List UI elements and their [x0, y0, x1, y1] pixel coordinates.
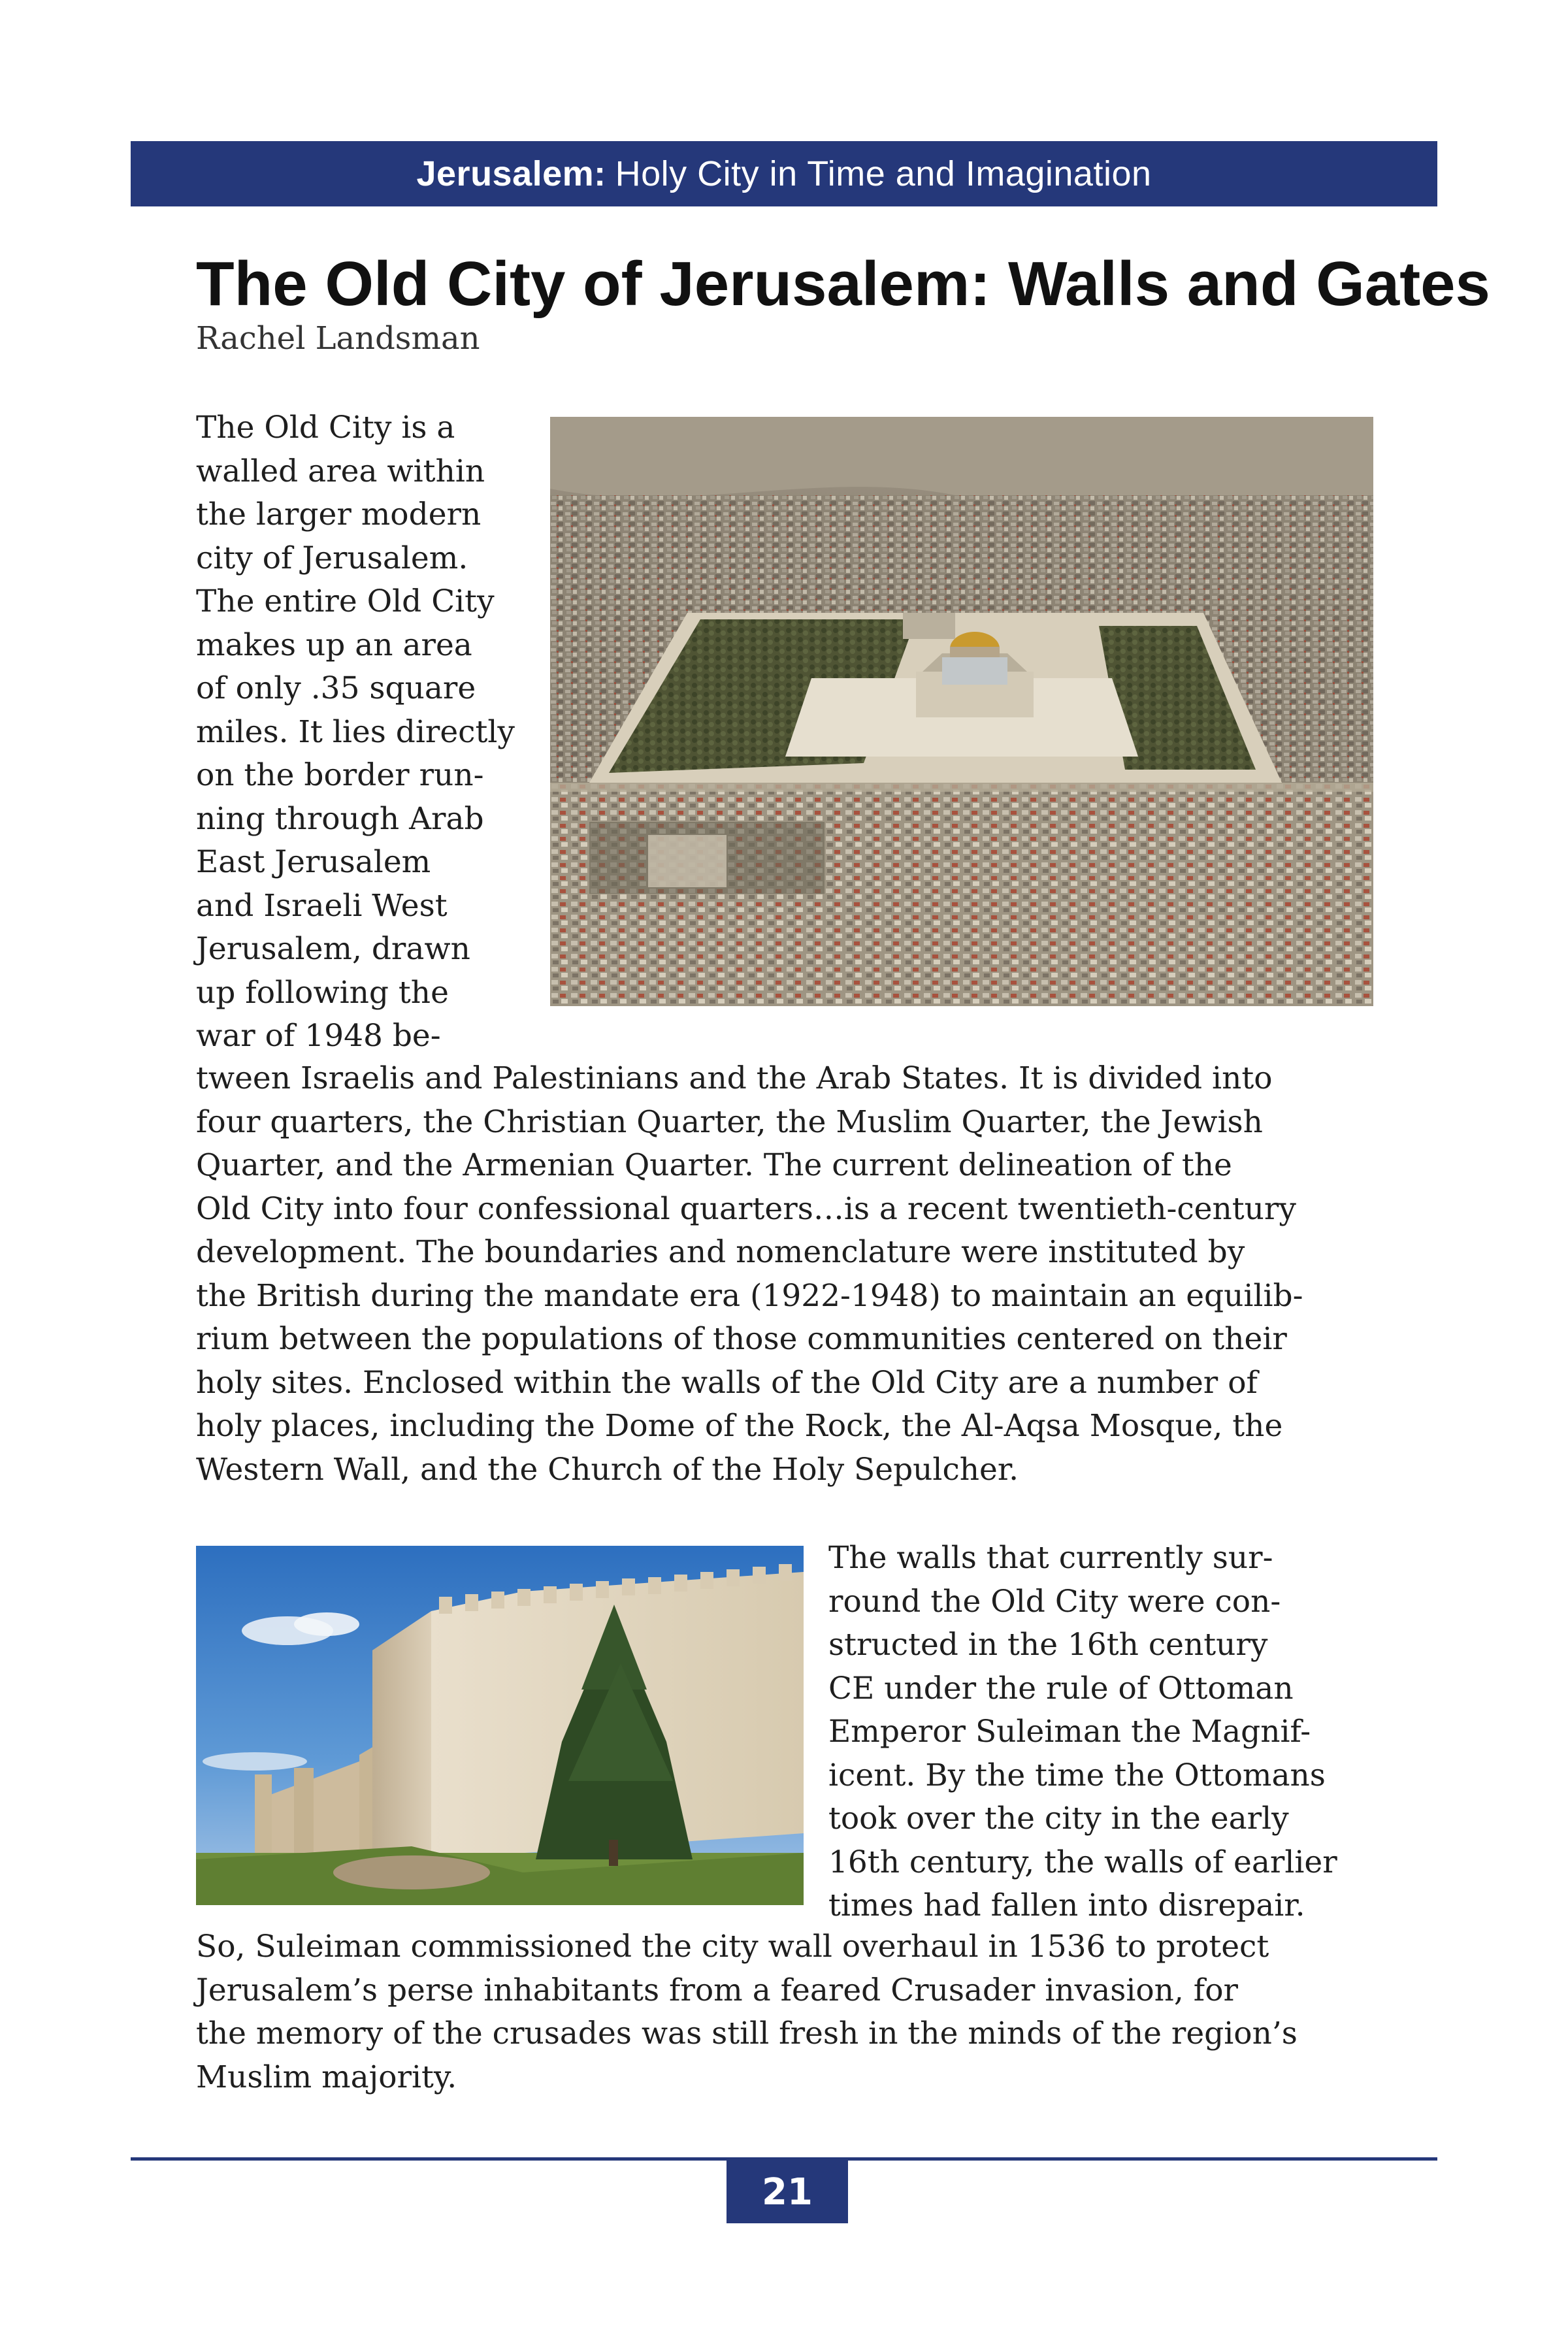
aerial-photo-temple-mount	[550, 417, 1373, 1006]
paragraph-1-full: tween Israelis and Palestinians and the Arab States. It is divided into four quarters, the Christian Quarter, the Muslim Quarter, the Jewish Quarter, and the Armenian Quarter. The current delineation of the Old City into four confessional quarters…is a recent twentieth-century development. The boundaries and nomenclature were instituted by the British during the mandate era (1922-1948) to maintain an equilib- rium between the populations of those communities centered on their holy sites. Enclosed within the walls of the Old City are a number of holy places, including the Dome of the Rock, the Al-Aqsa Mosque, the Western Wall, and the Church of the Holy Sepulcher.	[196, 1060, 1303, 1488]
series-title-rest: Holy City in Time and Imagination	[615, 154, 1152, 193]
paragraph-1-wrap: The Old City is a walled area within the larger modern city of Jerusalem. The entire Old City makes up an area of only .35 square miles. It lies directly on the border run- ning through Arab East Jerusalem and Israeli West Jerusalem, drawn up following the war of 1948 be-	[196, 410, 515, 1054]
city-walls-photo	[196, 1546, 804, 1905]
series-title-bold: Jerusalem:	[416, 154, 606, 193]
article-author: Rachel Landsman	[196, 320, 480, 357]
paragraph-2-wrap: The walls that currently sur- round the Old City were con- structed in the 16th century CE under the rule of Ottoman Emperor Suleiman the Magnif- icent. By the time the Ottomans took over the city in the early 16th century, the walls of earlier times had fallen into disrepair.	[828, 1540, 1337, 1923]
running-header	[131, 141, 1437, 206]
article-title: The Old City of Jerusalem: Walls and Gates	[196, 249, 1490, 319]
paragraph-2-full: So, Suleiman commissioned the city wall overhaul in 1536 to protect Jerusalem’s perse inhabitants from a feared Crusader invasion, for the memory of the crusades was still fresh in the minds of the region’s Muslim majority.	[196, 1929, 1298, 2095]
page-number: 21	[727, 2161, 848, 2223]
